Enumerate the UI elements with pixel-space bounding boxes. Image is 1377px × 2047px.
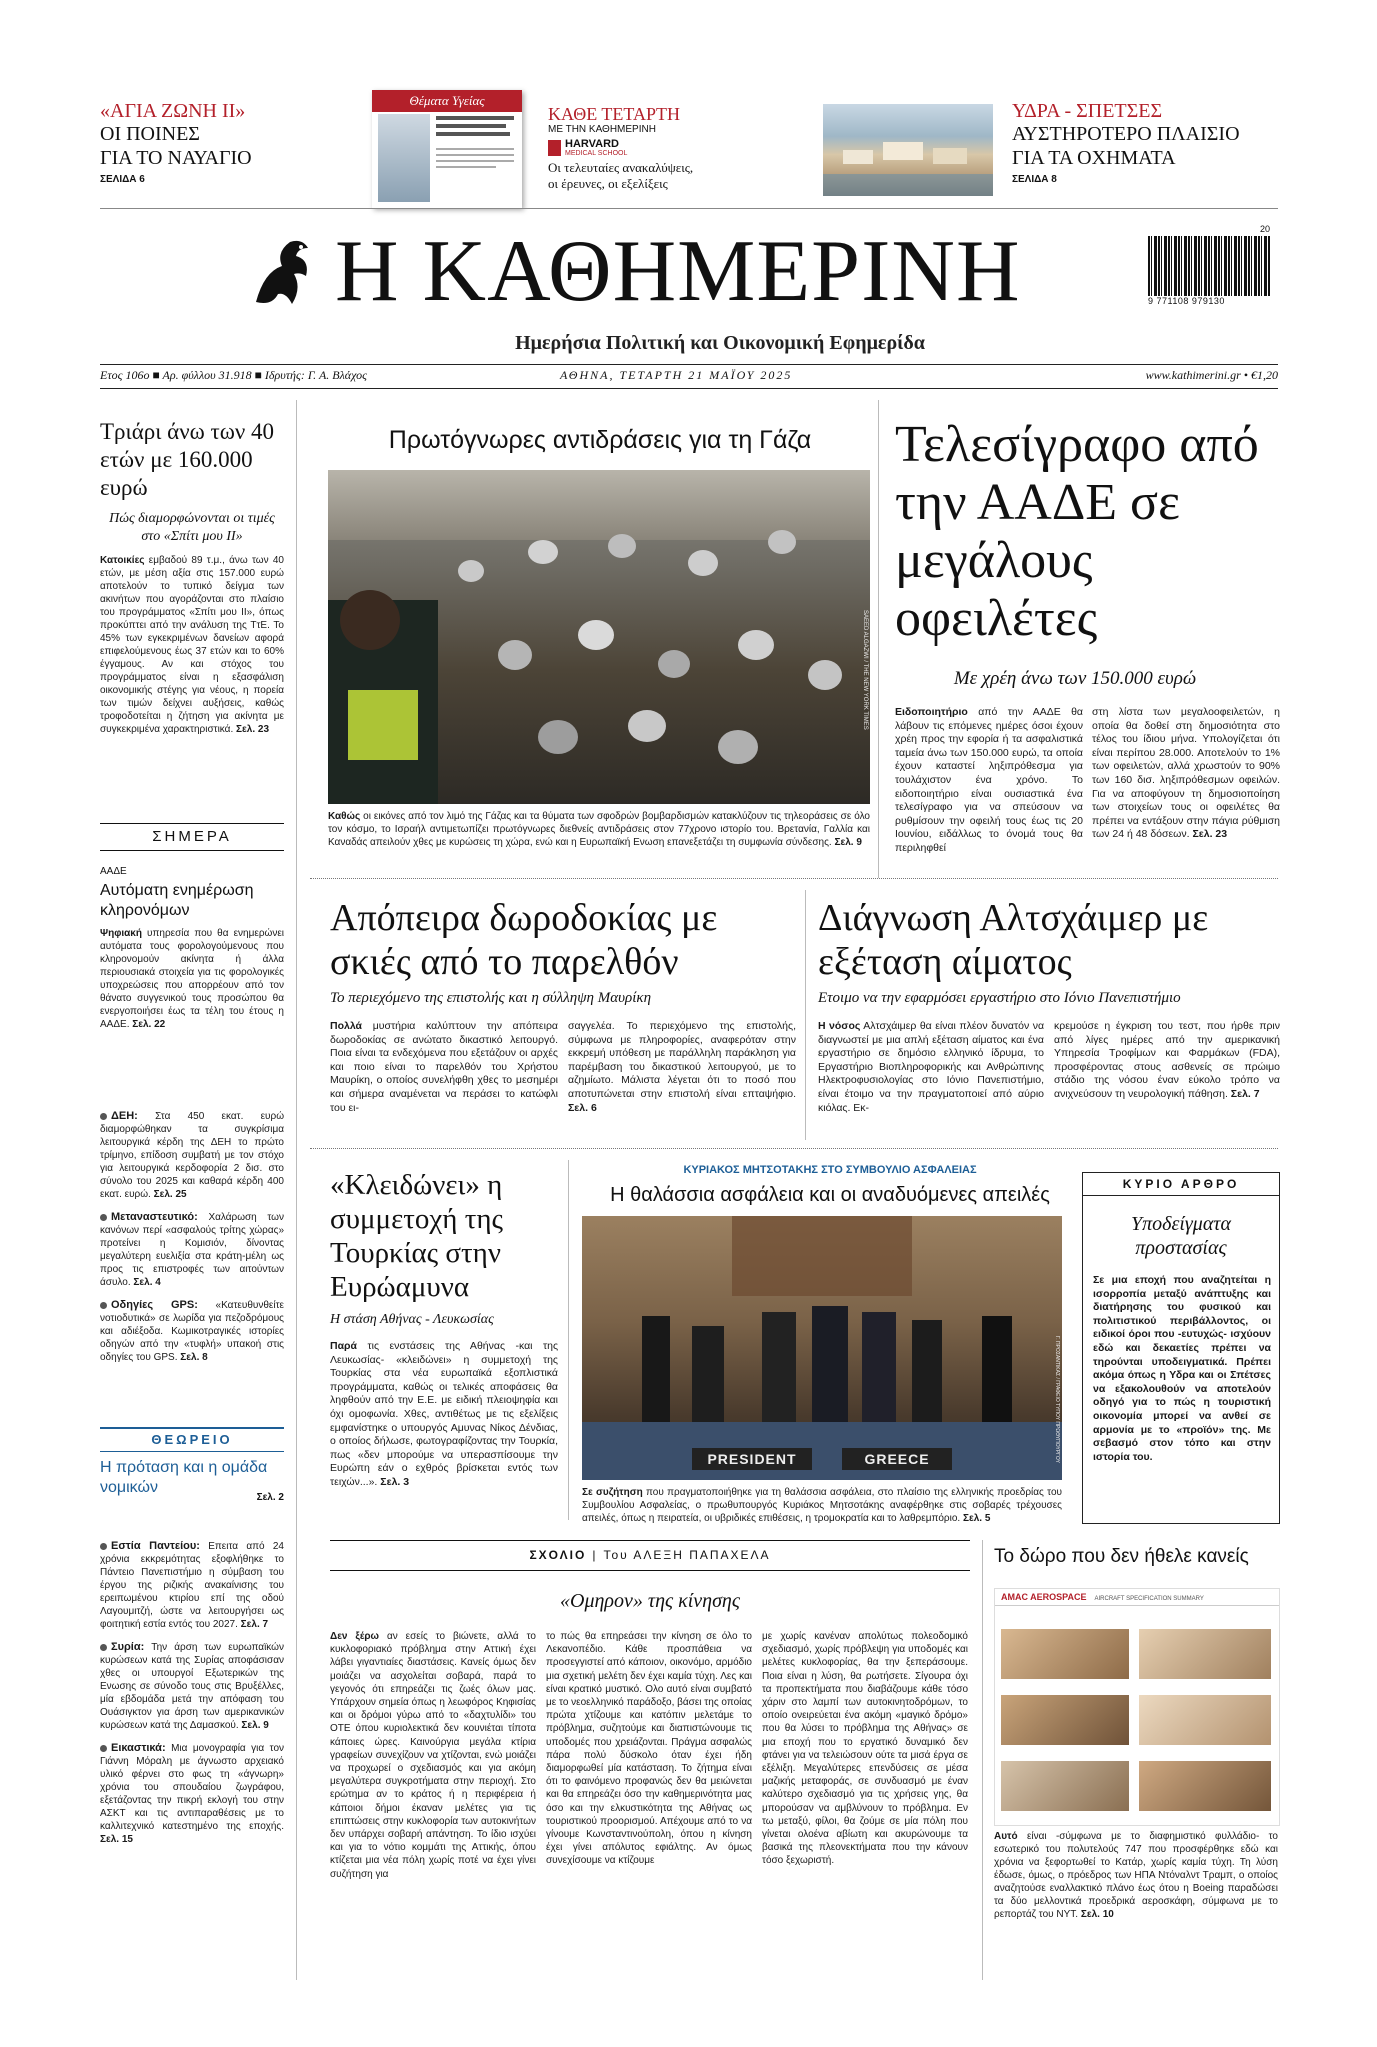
bribery-col2: σαγγελέα. Το περιεχόμενο της επιστολής, σύμφωνα με πληροφορίες, αναφερόταν στην εκκρεμή υπόθεση με παράλληλη παράκληση για παρέμβαση του δικαστικού λειτουργού, με το αζημίωτο. Μάλιστα λέγεται ότι το ποσό που αποτυπώνεται στην επιστολή είναι επταψήφιο. Σελ. 6: [568, 1020, 796, 1114]
aade-label: ΑΑΔΕ: [100, 866, 127, 877]
griffin-logo-icon: [246, 232, 318, 314]
magazine-cover[interactable]: [372, 90, 522, 208]
hydra-photo: [823, 104, 993, 196]
teaser-left-line1: ΟΙ ΠΟΙΝΕΣ: [100, 123, 200, 145]
gift-caption: Αυτό είναι -σύμφωνα με το διαφημιστικό φυλλάδιο- το εσωτερικό του πολυτελούς 747 που προσφέρθηκε εδώ και χρόνια να ξεφορτωθεί το Κατάρ, χωρίς καμία τύχη. Τη λύση έδωσε, όμως, ο πρόεδρος των ΗΠΑ Ντόναλντ Τραμπ, ο οποίος αναζητούσε εναλλακτικό πλάνο έως ότου η Boeing παραδώσει τα δύο μελλοντικά προεδρικά αεροσκάφη, σύμφωνα με το ρεπορτάζ του NYT. Σελ. 10: [994, 1831, 1278, 1920]
left-lead-ref: Σελ. 23: [236, 724, 270, 735]
maritime-caption: Σε συζήτηση που πραγματοποιήθηκε για τη θαλάσσια ασφάλεια, στο πλαίσιο της ελληνικής προεδρίας του Συμβουλίου Ασφαλείας, ο πρωθυπουργός Κυριάκος Μητσοτάκης αναφέρθηκε στις σοβαρές τρέχουσες απειλές, όπως η πειρατεία, οι υβριδικές επιθέσεις, η τρομοκρατία και το λαθρεμπόριο. Σελ. 5: [582, 1487, 1062, 1524]
editorial-body: Σε μια εποχή που αναζητείται η ισορροπία μεταξύ ανάπτυξης και διατήρησης του φυσικού και πολιτιστικού περιβάλλοντος, οι ειδικοί όροι που -ευτυχώς- ισχύουν εδώ και δεκαετίες πρέπει να τηρούνται υποδειγματικά. Πρέπει ακόμα όπως η Υδρα και οι Σπέτσες να εξακολουθούν να αποτελούν οδηγό για το πώς η τουριστική οικονομία μπορεί να ανθεί σε αρμονία με το «προϊόν» της. Με σεβασμό στον τόπο και στην ιστορία του.: [1093, 1274, 1271, 1463]
alz-headline[interactable]: Διάγνωση Αλτσχάιμερ με εξέταση αίματος: [818, 897, 1209, 983]
left-briefs-2: [100, 1540, 284, 1856]
aade-deck: Με χρέη άνω των 150.000 ευρώ: [953, 668, 1197, 689]
comment-col3: με χωρίς κανέναν απολύτως πολεοδομικό σχεδιασμό, χωρίς πρόβλεψη για υποδομές και μελέτες κυκλοφορίας, θα την ξεπεράσουμε. Ποια είναι η λύση, θα ρωτήσετε. Σίγουρα όχι τα προπεκτήματα που διαβάζουμε κάθε τόσο χάριν στο λαμπί των αυτοκινητοδρόμων, το οποίο ονειρεύεται ένα ακόμη «μαγικό δρόμο» που θα λύσει το πρόβλημα της Αθήνας» σε μια εποχή που το εργατικό δυναμικό δεν φτάνει για να τελειώσουν ούτε τα μισά έργα σε εξέλιξη. Μεγαλύτερες επενδύσεις σε μέσα μαζικής μεταφοράς, σε συνδυασμό με έναν καλύτερο σχεδιασμό για τις χρήσεις γης, θα μπορούσαν να αμβλύνουν το πρόβλημα. Εν τω μεταξύ, φίλοι, θα ζούμε σε μία πόλη που γίνεται ολοένα αβίωτη και ακυρώνουμε τα βασικά της πλεονεκτήματα που την κάνουν τόσο ξεχωριστή.: [762, 1631, 968, 1867]
greece-sign: GREECE: [842, 1448, 952, 1470]
brief-gps[interactable]: Οδηγίες GPS: «Κατευθυνθείτε νοτιοδυτικά» σε λωρίδα για πεζοδρόμους και αδιέξοδα. Κωμικοτραγικές ιστορίες οδηγών από την «τυφλή» υπακοή στις οδηγίες του GPS. Σελ. 8: [100, 1299, 284, 1363]
alz-col2: κρεμούσε η έγκριση του τεστ, που ήρθε πριν από λίγες ημέρες από την αμερικανική Υπηρεσία Τροφίμων και Φαρμάκων (FDA), προσφέροντας στους ασθενείς σε πρώιμο στάδιο της νόσου έναν εύκολο τρόπο να ανιχνεύσουν τη νευρολογική πάθηση. Σελ. 7: [1054, 1020, 1280, 1100]
teaser-middle-kicker: ΚΑΘΕ ΤΕΤΑΡΤΗ: [548, 104, 680, 124]
teaser-right-page: ΣΕΛΙΔΑ 8: [1012, 174, 1057, 185]
aade-headline[interactable]: Τελεσίγραφο από την ΑΑΔΕ σε μεγάλους οφειλέτες: [895, 416, 1259, 647]
theoreio-title: Η πρόταση και η ομάδα νομικών: [100, 1459, 268, 1496]
teaser-right-kicker: ΥΔΡΑ - ΣΠΕΤΣΕΣ: [1012, 100, 1163, 122]
masthead-date: ΑΘΗΝΑ, ΤΕΤΑΡΤΗ 21 ΜΑΪΟΥ 2025: [560, 368, 793, 382]
partner-sub: MEDICAL SCHOOL: [565, 150, 628, 157]
masthead-issue: Ετος 106ο ■ Αρ. φύλλου 31.918 ■ Ιδρυτής: Γ. Α. Βλάχος: [100, 368, 367, 382]
aade-title: Αυτόματη ενημέρωση κληρονόμων: [100, 882, 254, 919]
left-briefs-1: [100, 1110, 284, 1374]
comment-headline[interactable]: «Ομηρον» της κίνησης: [560, 1590, 740, 1612]
teaser-middle-desc2: οι έρευνες, οι εξελίξεις: [548, 176, 668, 191]
gaza-photo: [328, 470, 870, 804]
editorial-title: Υποδείγματα προστασίας: [1131, 1213, 1231, 1259]
theoreio-box: [100, 1427, 284, 1452]
left-lead-body: εμβαδού 89 τ.μ., άνω των 40 ετών, με μέση αξία στις 157.000 ευρώ αποτελούν το τυπικό δείγμα των ακινήτων που αγοράζονται στο πλαίσιο του προγράμματος «Σπίτι μου ΙΙ», όπως προκύπτει από την ανάλυση της ΤτΕ. Το 45% των εγκεκριμένων δανείων αφορά επιφελούμενους έως 37 ετών και το 60% έγγαμους. Αν και στόχος του προγράμματος είναι η εξασφάλιση οικονομικής στέγης για νέους, η πορεία των τιμών δείχνει αυξήσεις, καθώς τροφοδοτείται η ζήτηση για ακίνητα με συγκεκριμένα χαρακτηριστικά.: [100, 555, 284, 735]
barcode-num: 9 771108 979130: [1148, 296, 1225, 306]
bullet-icon: [100, 1543, 107, 1550]
masthead-title: Η ΚΑΘΗΜΕΡΙΝΗ: [335, 223, 1021, 320]
gift-headline[interactable]: Το δώρο που δεν ήθελε κανείς: [994, 1546, 1249, 1567]
editorial-box[interactable]: [1082, 1172, 1280, 1524]
teaser-right-line1: ΑΥΣΤΗΡΟΤΕΡΟ ΠΛΑΙΣΙΟ: [1012, 123, 1240, 145]
bribery-col1: Πολλά μυστήρια καλύπτουν την απόπειρα δωροδοκίας σε ανώτατο δικαστικό λειτουργό. Ποια είναι τα ενδεχόμενα που εξετάζουν οι αρχές και ποιο είναι το παρελθόν του Χρήστου Μαυρίκη, ο οποίος συνελήφθη χθες το μεσημέρι και σήμερα αναμένεται να περάσει το κατώφλι του ει-: [330, 1020, 558, 1114]
aade-ref: Σελ. 22: [132, 1019, 166, 1030]
masthead-price: www.kathimerini.gr • €1,20: [1145, 368, 1278, 382]
maritime-credit: Γ. ΠΡΟΣΑΝΤΙΚΑΣ / ΓΡΑΦΕΙΟ ΤΥΠΟΥ ΠΡΩΘΥΠΟΥΡΓΟΥ: [1054, 1336, 1060, 1463]
bullet-icon: [100, 1302, 107, 1309]
teaser-right[interactable]: [1012, 100, 1292, 185]
bullet-icon: [100, 1745, 107, 1752]
gaza-caption: Καθώς οι εικόνες από τον λιμό της Γάζας και τα θύματα των σφοδρών βομβαρδισμών κατακλύζουν τις τηλεοράσεις σε όλο τον κόσμο, το Ισραήλ αντιμετωπίζει πρωτόγνωρες διεθνείς αντιδράσεις στον 77χρονο ιστορίο του. Βρετανία, Γαλλία και Καναδάς απειλούν χθες με κυρώσεις τη χώρα, ενώ και η Ευρωπαϊκή Ενωση επανεξετάζει τη συμφωνία σύνδεσης. Σελ. 9: [328, 811, 870, 848]
alz-col1: Η νόσος Αλτσχάιμερ θα είναι πλέον δυνατόν να διαγνωστεί με μια απλή εξέταση αίματος και ένα εργαστήριο σε δημόσιο ελληνικό ίδρυμα, το Εργαστήριο Βιοπληροφορικής και Ανθρώπινης Ηλεκτροφυσιολογίας στο Ιόνιο Πανεπιστήμιο, είναι έτοιμο να την πραγματοποιεί από αύριο κιόλας. Εκ-: [818, 1020, 1045, 1114]
teaser-middle[interactable]: [548, 104, 783, 192]
comment-label: ΣΧΟΛΙΟ: [529, 1548, 587, 1562]
turkey-deck: Η στάση Αθήνας - Λευκωσίας: [330, 1312, 494, 1327]
alz-deck: Ετοιμο να την εφαρμόσει εργαστήριο στο Ιόνιο Πανεπιστήμιο: [818, 990, 1181, 1006]
amac-brand: AMAC AEROSPACE: [1001, 1592, 1087, 1602]
president-sign: PRESIDENT: [692, 1448, 812, 1470]
gift-brochure: [994, 1588, 1280, 1826]
partner-name: HARVARD: [565, 138, 619, 150]
gaza-credit: SAEED ALGAZWI / THE NEW YORK TIMES: [862, 610, 868, 730]
brief-art[interactable]: Εικαστικά: Μια μονογραφία για τον Γιάννη Μόραλη με άγνωστο αρχειακό υλικό φέρνει στο φως τη «άγνωρη» χρόνια του σπουδαίου ζωγράφου, εξετάζοντας την πικρή εκλογή του στην ΑΣΚΤ και τις αντιπαραθέσεις με το καλλιτεχνικό κατεστημένο της εποχής. Σελ. 15: [100, 1742, 284, 1845]
teaser-middle-desc1: Οι τελευταίες ανακαλύψεις,: [548, 160, 694, 175]
brief-panteion[interactable]: Εστία Παντείου: Επειτα από 24 χρόνια εκκρεμότητας εξοφλήθηκε το Πάντειο Πανεπιστήμιο η σύμβαση του έργου της ριζικής ανακαίνισης του ερειπωμένου κτιρίου επί της οδού Λαγουμιτζή, ώστε να λειτουργήσει ως φοιτητική εστία εντός του 2027. Σελ. 7: [100, 1540, 284, 1630]
teaser-left-page: ΣΕΛΙΔΑ 6: [100, 174, 145, 185]
magazine-photo: [378, 114, 430, 202]
left-lead-deck: Πώς διαμορφώνονται οι τιμές στο «Σπίτι μου ΙΙ»: [109, 511, 275, 544]
today-label: ΣΗΜΕΡΑ: [152, 828, 232, 845]
editorial-label: ΚΥΡΙΟ ΑΡΘΡΟ: [1083, 1173, 1279, 1196]
aade-leadword: Ψηφιακή: [100, 928, 142, 939]
turkey-headline[interactable]: «Κλειδώνει» η συμμετοχή της Τουρκίας στην Ευρώαμυνα: [330, 1169, 504, 1303]
comment-label-row: ΣΧΟΛΙΟ | Του ΑΛΕΞΗ ΠΑΠΑΧΕΛΑ: [529, 1548, 771, 1562]
barcode: [1148, 224, 1270, 306]
teaser-left[interactable]: [100, 100, 350, 185]
teaser-left-line2: ΓΙΑ ΤΟ ΝΑΥΑΓΙΟ: [100, 147, 252, 169]
comment-col1: Δεν ξέρω αν εσείς το βιώνετε, αλλά το κυκλοφοριακό πρόβλημα στην Αττική έχει λάβει γιγαντιαίες διαστάσεις. Κανείς όμως δεν μοιάζει να ασχολείται σοβαρά, παρά το γεγονός ότι επηρεάζει τις ζωές όλων μας. Υπάρχουν σημεία όπως η λεωφόρος Κηφισίας και οι δρόμοι γύρω από το «δαχτυλίδι» του ΟΤΕ όπου κυριολεκτικά δεν κουνιέται τίποτα κάποιες ώρες. Καινούργια μεγάλα κτίρια γραφείων συνεχίζουν να χτίζονται, ενώ μοιάζει να προχωρεί ο σχεδιασμός και για ακόμη μεγαλύτερα συγκροτήματα στην περιοχή. Στο ερώτημα αν το κράτος ή η περιφέρεια ή κάποιοι δήμοι έκαναν μελέτες για τις επιπτώσεις στην κυκλοφορία των αυτοκινήτων δεν υπάρχει σοβαρή απάντηση. Το ίδιο ισχύει και για το νότιο κομμάτι της Αττικής, όπου κτίζεται μια νέα πόλη χωρίς ποτέ να έχει γίνει συζήτηση για: [330, 1631, 536, 1880]
brief-migration[interactable]: Μεταναστευτικό: Χαλάρωση των κανόνων περί «ασφαλούς τρίτης χώρας» προτείνει η Κομισιόν, δίνοντας μεγαλύτερη ευελιξία στα κράτη-μέλη ως προς τις επιστροφές των αιτούντων άσυλο. Σελ. 4: [100, 1211, 284, 1288]
bullet-icon: [100, 1113, 107, 1120]
teaser-middle-sub: ΜΕ ΤΗΝ ΚΑΘΗΜΕΡΙΝΗ: [548, 124, 656, 135]
brief-syria[interactable]: Συρία: Την άρση των ευρωπαϊκών κυρώσεων κατά της Συρίας αποφάσισαν χθες οι υπουργοί Εξωτερικών της Ενωσης σε σύνοδο τους στις Βρυξέλλες, μία εβδομάδα μετά την απόφαση του Ουάσιγκτον για άρση των αμερικανικών κυρώσεων κατά της Δαμασκού. Σελ. 9: [100, 1641, 284, 1731]
bullet-icon: [100, 1214, 107, 1221]
left-lead-story[interactable]: [100, 418, 284, 736]
theoreio-story[interactable]: [100, 1458, 284, 1503]
maritime-kicker: ΚΥΡΙΑΚΟΣ ΜΗΤΣΟΤΑΚΗΣ ΣΤΟ ΣΥΜΒΟΥΛΙΟ ΑΣΦΑΛΕΙΑΣ: [683, 1164, 977, 1176]
gaza-headline[interactable]: Πρωτόγνωρες αντιδράσεις για τη Γάζα: [388, 426, 812, 454]
maritime-headline[interactable]: Η θαλάσσια ασφάλεια και οι αναδυόμενες απειλές: [610, 1184, 1050, 1206]
aade-story-col2: στη λίστα των μεγαλοοφειλετών, η οποία θα δοθεί στη δημοσιότητα στο τέλος του ίδιου μήνα. Υπολογίζεται ότι είναι περίπου 28.000. Αποτελούν το 1% των οφειλετών, αλλά χρωστούν το 90% των 160 δισ. ληξιπρόθεσμων οφειλών. Για να αποφύγουν τη δημοσιοποίηση των στοιχείων τους οι οφειλέτες θα πρέπει να εντάξουν στην πάγια ρύθμιση των 24 ή 48 δόσεων. Σελ. 23: [1092, 706, 1280, 841]
amac-brand-sub: AIRCRAFT SPECIFICATION SUMMARY: [1094, 1596, 1204, 1602]
comment-col2: το πώς θα επηρεάσει την κίνηση σε όλο το Λεκανοπέδιο. Κάθε προσπάθεια να προσεγγιστεί από κάποιον, οικονόμο, αρμόδιο μια σχετική μελέτη δεν έχει καμία τύχη. Λες και είναι κρατικό μυστικό. Ολο αυτό είναι συμβατό με το νεοελληνικό παράδοξο, βάσει της οποίας πρώτα χτίζουμε και κατόπιν μελετάμε το πρόβλημα, συζητούμε και διαπιστώνουμε τις υποδομές που χρειάζονται. Πράγμα ασφαλώς πάρα πολύ δύσκολο όταν έχει ήδη διαμορφωθεί μία κατάσταση. Το ζήτημα είναι ότι το φαινόμενο προφανώς δεν θα μειώνεται και θα επηρεάζει όσο την καθημερινότητα μας όσο και την ελκυστικότητα της Αθήνας ως τουριστικού προορισμού. Απέχουμε από το να γίνουμε Κωνσταντινούπολη, όπου η κίνηση έχει γίνει απόλυτος εφιάλτης. Αν όμως συνεχίσουμε να κτίζουμε: [546, 1631, 752, 1867]
comment-author: Του ΑΛΕΞΗ ΠΑΠΑΧΕΛΑ: [603, 1548, 771, 1562]
maritime-photo: [582, 1216, 1062, 1480]
barcode-top: 20: [1259, 224, 1270, 234]
bullet-icon: [100, 1644, 107, 1651]
aade-story-col1: Ειδοποιητήριο από την ΑΑΔΕ θα λάβουν τις επόμενες ημέρες όσοι έχουν χρέη προς την εφορία ή τα ασφαλιστικά ταμεία άνω των 150.000 ευρώ, τα οποία έχουν καταστεί ληξιπρόθεσμα για τουλάχιστον ένα χρόνο. Το ειδοποιητήριο είναι ουσιαστικά ένα τελεσίγραφο για να σπεύσουν να ρυθμίσουν την οφειλή τους έως τις 20 Ιουνίου, ειδάλλως το όνομά τους θα περιληφθεί: [895, 706, 1084, 854]
bribery-deck: Το περιεχόμενο της επιστολής και η σύλληψη Μαυρίκη: [330, 990, 652, 1006]
turkey-body: Παρά τις ενστάσεις της Αθήνας -και της Λευκωσίας- «κλειδώνει» η συμμετοχή της Τουρκίας στα νέα ευρωπαϊκά εξοπλιστικά προγράμματα, καθώς οι τελικές αποφάσεις θα ληφθούν από την Ε.Ε. με ειδική πλειοψηφία και όχι ομοφωνία. Χθες, αντιθέτως με τις εξελίξεις εμφανίστηκε ο υπουργός Αμυνας Νίκος Δένδιας, ο οποίος δήλωσε, φωτογραφίζοντας την Τουρκία, πως «δεν μπορούμε να υπερασπίσουμε την Ευρώπη εάν ο εχθρός βρίσκεται εντός των τειχών...». Σελ. 3: [330, 1340, 559, 1488]
left-lead-title: Τριάρι άνω των 40 ετών με 160.000 ευρώ: [100, 419, 275, 500]
theoreio-label: ΘΕΩΡΕΙΟ: [151, 1432, 233, 1447]
theoreio-ref: Σελ. 2: [256, 1492, 284, 1503]
aade-body: υπηρεσία που θα ενημερώνει αυτόματα τους φορολογούμενους που κληρονομούν ακίνητα ή άλλα περιουσιακά στοιχεία για τις φορολογικές υποχρεώσεις που απορρέουν από τον θάνατο συγγενικού τους προσώπου θα ενεργοποιήσει έως τα τέλη του έτους η ΑΑΔΕ.: [100, 928, 284, 1030]
today-box: [100, 823, 284, 851]
bribery-headline[interactable]: Απόπειρα δωροδοκίας με σκιές από το παρελθόν: [330, 897, 718, 983]
masthead-subtitle: Ημερήσια Πολιτική και Οικονομική Εφημερίδα: [515, 332, 925, 354]
harvard-shield-icon: [548, 140, 561, 156]
brief-dei[interactable]: ΔΕΗ: Στα 450 εκατ. ευρώ διαμορφώθηκαν τα συγκρίσιμα λειτουργικά κέρδη της ΔΕΗ το πρώτο τρίμηνο, επίδοση συμβατή με τον στόχο για λειτουργικά κερδοφορία 2 δισ. στο σύνολο του 2025 και καθαρά κέρδη 400 εκατ. ευρώ. Σελ. 25: [100, 1110, 284, 1200]
teaser-left-kicker: «ΑΓΙΑ ΖΩΝΗ ΙΙ»: [100, 100, 246, 122]
teaser-right-line2: ΓΙΑ ΤΑ ΟΧΗΜΑΤΑ: [1012, 147, 1176, 169]
magazine-title: Θέματα Υγείας: [372, 90, 522, 112]
left-lead-leadword: Κατοικίες: [100, 555, 145, 566]
aade-brief[interactable]: [100, 866, 284, 1031]
